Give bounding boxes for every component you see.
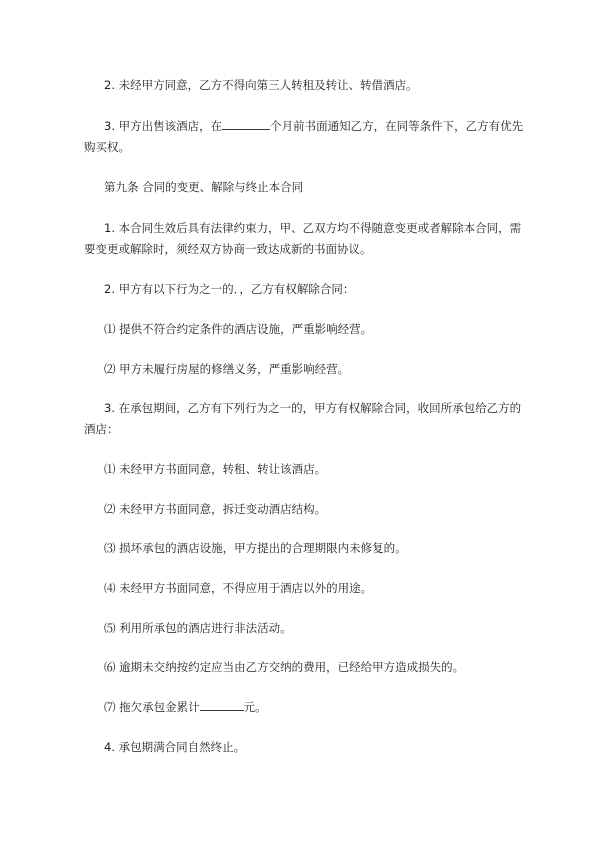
paragraph-text-before-blank: 3. 甲方出售该酒店，在 (104, 119, 223, 133)
fill-in-blank-months (222, 117, 270, 130)
list-item-facility-condition: ⑴ 提供不符合约定条件的酒店设施，严重影响经营。 (104, 322, 373, 336)
paragraph-text-after-blank: 个月前书面通知乙方，在同等条件下，乙方有优先购买权。 (84, 119, 524, 154)
paragraph-expiry-termination: 4. 承包期满合同自然终止。 (104, 740, 246, 754)
list-item-other-use: ⑷ 未经甲方书面同意，不得应用于酒店以外的用途。 (104, 581, 373, 595)
list-item-facility-damage: ⑶ 损坏承包的酒店设施，甲方提出的合理期限内未修复的。 (104, 541, 407, 555)
list-item-illegal-activity: ⑸ 利用所承包的酒店进行非法活动。 (104, 621, 292, 635)
paragraph-text-before-blank: ⑺ 拖欠承包金累计 (104, 700, 200, 714)
fill-in-blank-amount (200, 698, 244, 711)
paragraph-party-b-termination-grounds: 3. 在承包期间，乙方有下列行为之一的，甲方有权解除合同，收回所承包给乙方的酒店： (84, 401, 522, 436)
paragraph-transfer-prohibition: 2. 未经甲方同意，乙方不得向第三人转租及转让、转借酒店。 (104, 78, 418, 92)
list-item-repair-obligation: ⑵ 甲方未履行房屋的修缮义务，严重影响经营。 (104, 362, 350, 376)
list-item-sublease: ⑴ 未经甲方书面同意，转租、转让该酒店。 (104, 462, 327, 476)
section-heading-article-nine: 第九条 合同的变更、解除与终止本合同 (104, 180, 304, 194)
paragraph-party-a-termination-grounds: 2. 甲方有以下行为之一的．，乙方有权解除合同： (104, 282, 355, 296)
paragraph-binding-effect: 1. 本合同生效后具有法律约束力，甲、乙双方均不得随意变更或者解除本合同，需要变更或解除时，须经双方协商一致达成新的书面协议。 (84, 221, 522, 256)
paragraph-text-after-blank: 元。 (243, 700, 267, 714)
paragraph-purchase-priority (84, 116, 524, 158)
list-item-overdue-fees: ⑹ 逾期未交纳按约定应当由乙方交纳的费用，已经给甲方造成损失的。 (104, 660, 465, 674)
list-item-structure-change: ⑵ 未经甲方书面同意，拆迁变动酒店结构。 (104, 502, 327, 516)
list-item-arrears (84, 697, 524, 718)
